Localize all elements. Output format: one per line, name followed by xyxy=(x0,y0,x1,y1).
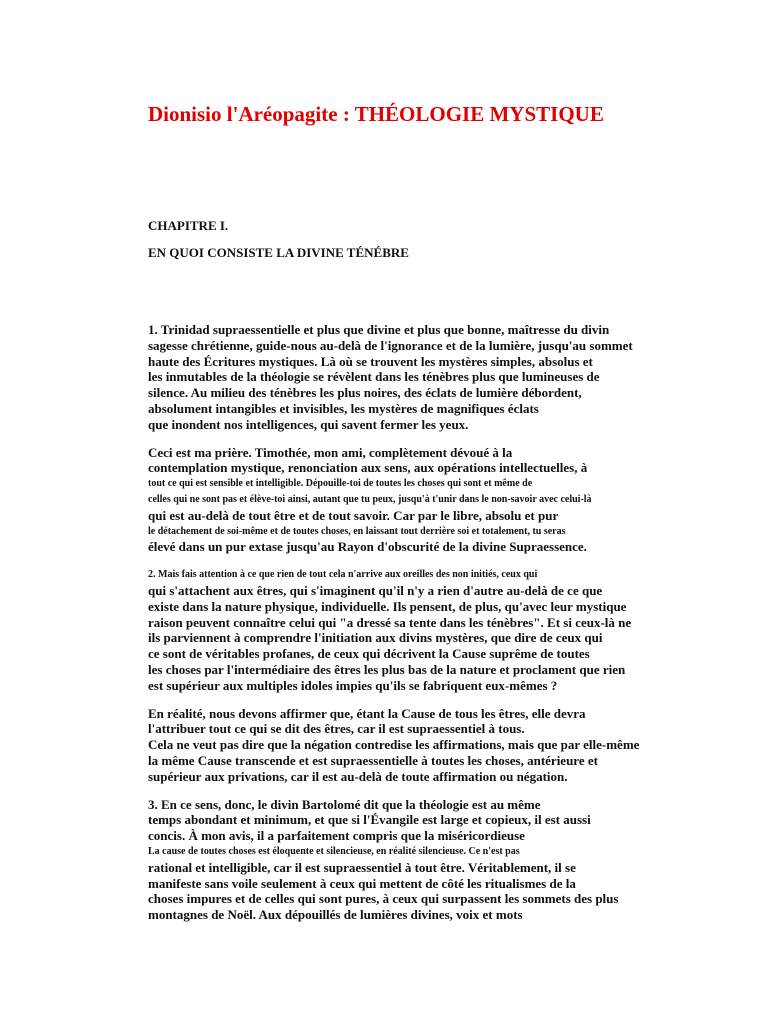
text-line: l'attribuer tout ce qui se dit des êtres, car il est supraessentiel à tous. xyxy=(148,721,525,737)
text-line: silence. Au milieu des ténèbres les plus noires, des éclats de lumière débordent, xyxy=(148,385,582,401)
text-line: tout ce qui est sensible et intelligible. Dépouille-toi de toutes les choses qui sont et même de xyxy=(148,478,533,490)
text-line: celles qui ne sont pas et élève-toi ainsi, autant que tu peux, jusqu'à t'unir dans le non-savoir avec celui-là xyxy=(148,493,592,505)
text-line: élevé dans un pur extase jusqu'au Rayon d'obscurité de la divine Supraessence. xyxy=(148,539,587,555)
text-line: que inondent nos intelligences, qui savent fermer les yeux. xyxy=(148,416,469,432)
text-line: haute des Écritures mystiques. Là où se trouvent les mystères simples, absolus et xyxy=(148,353,593,369)
text-line: Ceci est ma prière. Timothée, mon ami, complètement dévoué à la xyxy=(148,444,513,460)
text-line: absolument intangibles et invisibles, les mystères de magnifiques éclats xyxy=(148,400,539,416)
text-line: qui est au-delà de tout être et de tout savoir. Car par le libre, absolu et pur xyxy=(148,507,559,523)
text-line: raison peuvent connaître celui qui "a dressé sa tente dans les ténèbres". Et si ceux-là ne xyxy=(148,614,632,630)
paragraph xyxy=(148,705,640,785)
text-line: La cause de toutes choses est éloquente et silencieuse, en réalité silencieuse. Ce n'est pas xyxy=(148,845,520,857)
text-line: choses impures et de celles qui sont pures, à ceux qui surpassent les sommets des plus xyxy=(148,891,619,907)
text-line: 3. En ce sens, donc, le divin Bartolomé dit que la théologie est au même xyxy=(148,796,541,812)
text-line: les choses par l'intermédiaire des êtres les plus bas de la nature et proclament que rien xyxy=(148,661,626,677)
text-line: les inmutables de la théologie se révèlent dans les ténèbres plus que lumineuses de xyxy=(148,369,600,385)
text-line: existe dans la nature physique, individuelle. Ils pensent, de plus, qu'avec leur mystique xyxy=(148,598,627,614)
text-line: est supérieur aux multiples idoles impies qu'ils se fabriquent eux-mêmes ? xyxy=(148,677,558,693)
text-line: concis. À mon avis, il a parfaitement compris que la miséricordieuse xyxy=(148,828,525,844)
text-line: 1. Trinidad supraessentielle et plus que divine et plus que bonne, maîtresse du divin xyxy=(148,322,610,337)
text-line: Cela ne veut pas dire que la négation contredise les affirmations, mais que par elle-même xyxy=(148,737,640,753)
text-line: la même Cause transcende et est supraessentielle à toutes les choses, antérieure et xyxy=(148,752,598,768)
text-line: 2. Mais fais attention à ce que rien de tout cela n'arrive aux oreilles des non initiés, ceux qui xyxy=(148,569,538,581)
text-line: ce sont de véritables profanes, de ceux qui décrivent la Cause suprême de toutes xyxy=(148,646,590,662)
chapter-subtitle: EN QUOI CONSISTE LA DIVINE TÉNÉBRE xyxy=(148,245,409,260)
paragraph xyxy=(148,567,632,693)
text-line: le détachement de soi-même et de toutes choses, en laissant tout derrière soi et totalement, tu seras xyxy=(148,525,566,537)
text-line: temps abondant et minimum, et que si l'Évangile est large et copieux, il est aussi xyxy=(148,812,591,828)
body-text xyxy=(148,322,640,935)
paragraph xyxy=(148,322,633,433)
text-line: sagesse chrétienne, guide-nous au-delà de l'ignorance et de la lumière, jusqu'au sommet xyxy=(148,337,633,353)
text-line: rational et intelligible, car il est supraessentiel à tout être. Véritablement, il se xyxy=(148,859,576,875)
chapter-heading: CHAPITRE I. xyxy=(148,218,229,233)
document-title: Dionisio l'Aréopagite : THÉOLOGIE MYSTIQUE xyxy=(148,102,604,126)
text-line: supérieur aux privations, car il est au-delà de toute affirmation ou négation. xyxy=(148,768,568,784)
text-line: montagnes de Noël. Aux dépouillés de lumières divines, voix et mots xyxy=(148,907,523,923)
text-line: En réalité, nous devons affirmer que, étant la Cause de tous les êtres, elle devra xyxy=(148,705,586,721)
text-line: ils parviennent à comprendre l'initiation aux divins mystères, que dire de ceux qui xyxy=(148,630,603,646)
text-line: qui s'attachent aux êtres, qui s'imaginent qu'il n'y a rien d'autre au-delà de ce que xyxy=(148,582,603,598)
paragraph xyxy=(148,445,628,556)
text-line: contemplation mystique, renonciation aux sens, aux opérations intellectuelles, à xyxy=(148,460,588,476)
text-line: manifeste sans voile seulement à ceux qui mettent de côté les ritualismes de la xyxy=(148,875,576,891)
paragraph xyxy=(148,797,628,923)
